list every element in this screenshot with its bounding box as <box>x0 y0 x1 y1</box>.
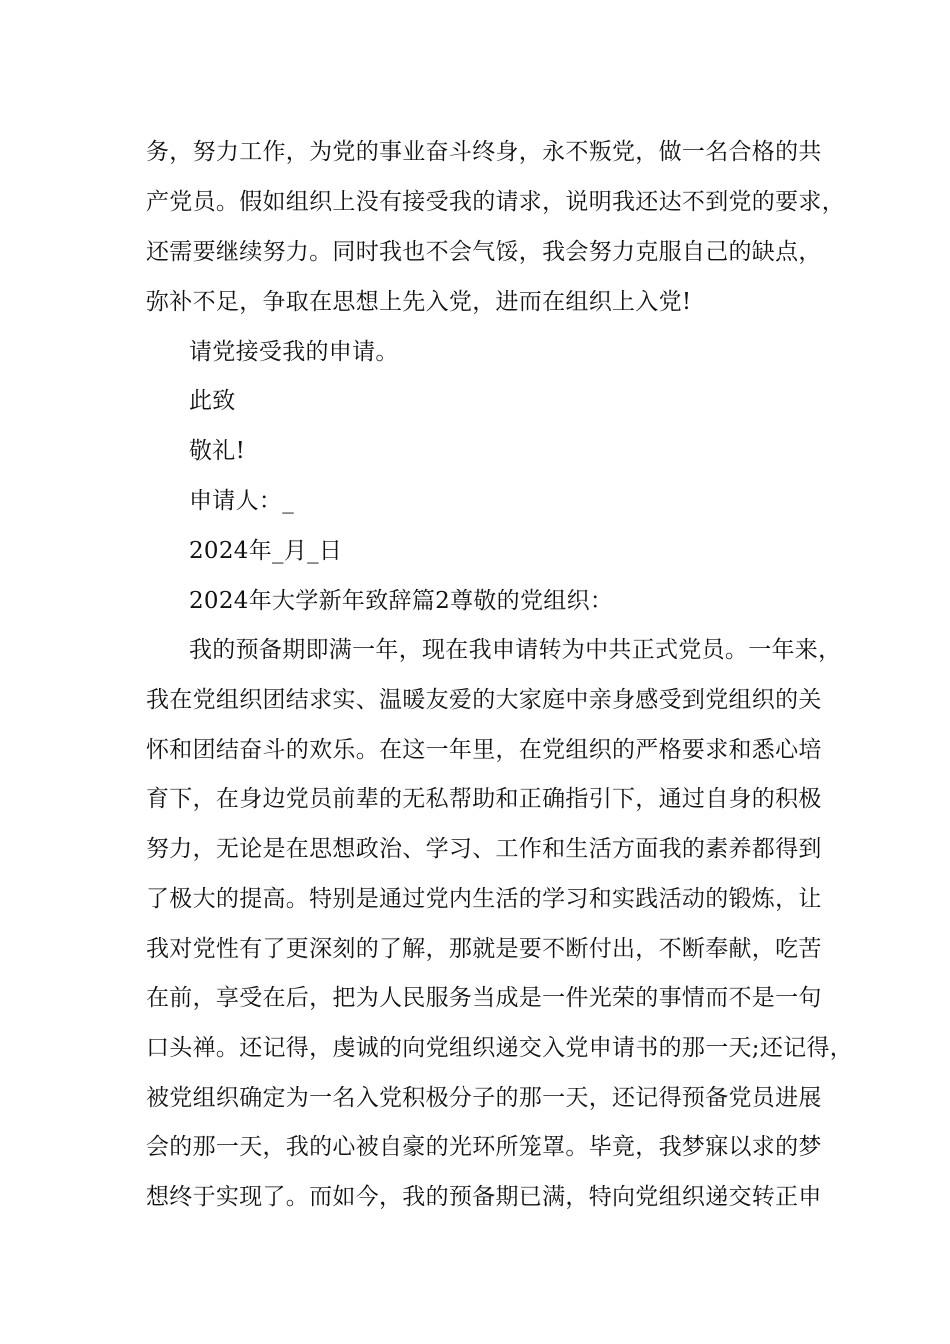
paragraph-line: 育下，在身边党员前辈的无私帮助和正确指引下，通过自身的积极 <box>146 786 822 812</box>
paragraph-line: 务，努力工作，为党的事业奋斗终身，永不叛党，做一名合格的共 <box>146 139 822 165</box>
paragraph-line: 弥补不足，争取在思想上先入党，进而在组织上入党! <box>146 289 692 315</box>
paragraph-line: 还需要继续努力。同时我也不会气馁，我会努力克服自己的缺点， <box>146 239 822 265</box>
paragraph-line: 我的预备期即满一年，现在我申请转为中共正式党员。一年来， <box>189 637 842 663</box>
applicant-line: 申请人：_ <box>189 488 294 514</box>
paragraph-line: 口头禅。还记得，虔诚的向党组织递交入党申请书的那一天;还记得， <box>146 1035 854 1061</box>
paragraph-line: 在前，享受在后，把为人民服务当成是一件光荣的事情而不是一句 <box>146 985 822 1011</box>
salutation-line: 此致 <box>189 388 236 414</box>
request-line: 请党接受我的申请。 <box>189 339 399 365</box>
paragraph-line: 产党员。假如组织上没有接受我的请求，说明我还达不到党的要求， <box>146 189 845 215</box>
paragraph-line: 我对党性有了更深刻的了解，那就是要不断付出，不断奉献，吃苦 <box>146 936 822 962</box>
paragraph-line: 想终于实现了。而如今，我的预备期已满，特向党组织递交转正申 <box>146 1184 822 1210</box>
paragraph-line: 我在党组织团结求实、温暖友爱的大家庭中亲身感受到党组织的关 <box>146 687 822 713</box>
salutation-line: 敬礼! <box>189 438 246 464</box>
paragraph-line: 会的那一天，我的心被自豪的光环所笼罩。毕竟，我梦寐以求的梦 <box>146 1134 822 1160</box>
paragraph-line: 努力，无论是在思想政治、学习、工作和生活方面我的素养都得到 <box>146 836 822 862</box>
paragraph-line: 怀和团结奋斗的欢乐。在这一年里，在党组织的严格要求和悉心培 <box>146 737 822 763</box>
paragraph-line: 了极大的提高。特别是通过党内生活的学习和实践活动的锻炼，让 <box>146 886 822 912</box>
paragraph-line: 被党组织确定为一名入党积极分子的那一天，还记得预备党员进展 <box>146 1085 822 1111</box>
section-heading: 2024年大学新年致辞篇2尊敬的党组织： <box>189 588 614 614</box>
date-line: 2024年_月_日 <box>189 538 343 564</box>
